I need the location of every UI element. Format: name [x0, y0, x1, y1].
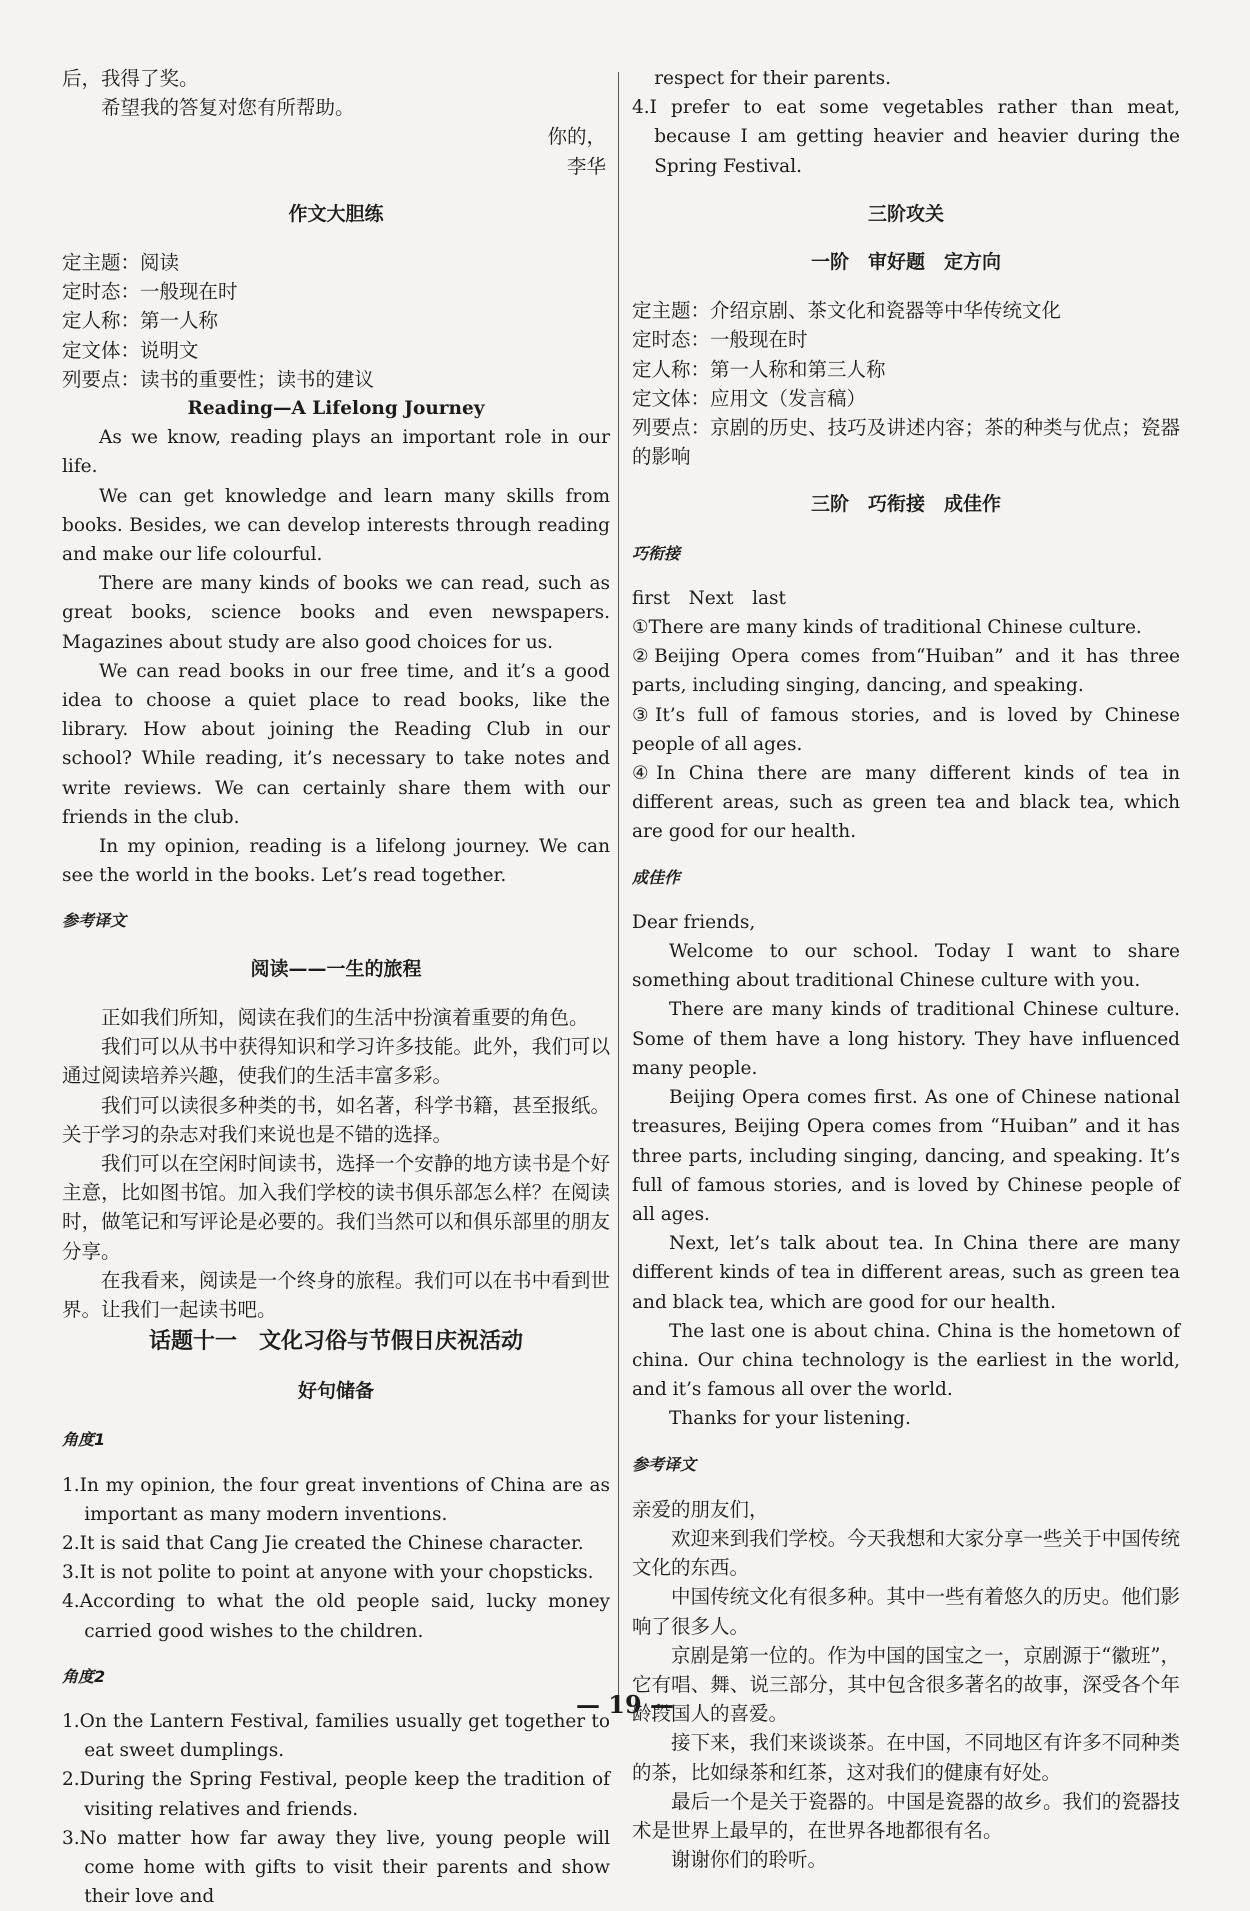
- section-label: 角度1: [62, 1430, 106, 1450]
- paragraph: 欢迎来到我们学校。今天我想和大家分享一些关于中国传统文化的东西。: [632, 1526, 1180, 1580]
- paragraph: 我们可以在空闲时间读书，选择一个安静的地方读书是个好主意，比如图书馆。加入我们学校的读书俱乐部怎么样？在阅读时，做笔记和写评论是必要的。我们当然可以和俱乐部里的朋友分享。: [62, 1151, 610, 1263]
- paragraph: ②Beijing Opera comes from“Huiban” and it has three parts, including singing, dancing, and speaking.: [632, 646, 1180, 697]
- section-label: 参考译文: [62, 911, 127, 931]
- column-divider: [618, 72, 619, 1712]
- paragraph: ①There are many kinds of traditional Chinese culture.: [632, 617, 1142, 639]
- paragraph: As we know, reading plays an important role in our life.: [62, 427, 610, 478]
- paragraph: 亲爱的朋友们，: [632, 1497, 769, 1521]
- paragraph: 中国传统文化有很多种。其中一些有着悠久的历史。他们影响了很多人。: [632, 1585, 1180, 1638]
- paragraph: 在我看来，阅读是一个终身的旅程。我们可以在书中看到世界。让我们一起读书吧。: [62, 1268, 610, 1321]
- paragraph: Dear friends,: [632, 911, 756, 933]
- paragraph: Reading—A Lifelong Journey: [187, 398, 485, 420]
- paragraph: In my opinion, reading is a lifelong journey. We can see the world in the books. Let’s read together.: [62, 836, 610, 887]
- topic-heading: 话题十一 文化习俗与节假日庆祝活动: [148, 1329, 523, 1355]
- section-label: 角度2: [62, 1666, 106, 1686]
- paragraph: 接下来，我们来谈谈茶。在中国，不同地区有许多不同种类的茶，比如绿茶和红茶，这对我们的健康有好处。: [632, 1731, 1180, 1784]
- paragraph: Welcome to our school. Today I want to share something about traditional Chinese culture with you.: [632, 941, 1180, 992]
- paragraph: 谢谢你们的聆听。: [671, 1848, 828, 1872]
- section-label: 巧衔接: [632, 543, 681, 563]
- paragraph: 定时态：一般现在时: [632, 328, 808, 352]
- right-column: [632, 64, 1180, 1874]
- paragraph: 后，我得了奖。: [62, 67, 199, 90]
- paragraph: 我们可以从书中获得知识和学习许多技能。此外，我们可以通过阅读培养兴趣，使我们的生活丰富多彩。: [62, 1035, 610, 1088]
- paragraph: 定人称：第一人称和第三人称: [632, 357, 886, 381]
- paragraph: 定文体：说明文: [62, 338, 199, 362]
- paragraph: 4.According to what the old people said, lucky money carried good wishes to the children.: [62, 1591, 610, 1642]
- section-heading: 阅读——一生的旅程: [250, 957, 422, 980]
- paragraph: 定主题：介绍京剧、茶文化和瓷器等中华传统文化: [632, 299, 1062, 323]
- paragraph: 列要点：京剧的历史、技巧及讲述内容；茶的种类与优点；瓷器的影响: [632, 416, 1180, 469]
- page-number: — 19 —: [575, 1690, 675, 1719]
- paragraph: ④In China there are many different kinds of tea in different areas, such as green tea and black tea, which are good for our health.: [632, 763, 1180, 843]
- paragraph: Next, let’s talk about tea. In China there are many different kinds of tea in different areas, such as green tea and black tea, which are good for our health.: [632, 1233, 1180, 1313]
- paragraph: 定人称：第一人称: [62, 309, 219, 333]
- paragraph: 1.On the Lantern Festival, families usually get together to eat sweet dumplings.: [62, 1710, 610, 1762]
- paragraph: 希望我的答复对您有所帮助。: [101, 96, 355, 120]
- section-heading: 作文大胆练: [288, 202, 384, 225]
- paragraph: 定时态：一般现在时: [62, 280, 238, 304]
- paragraph: 定文体：应用文（发言稿）: [632, 386, 867, 410]
- paragraph: ③It’s full of famous stories, and is loved by Chinese people of all ages.: [632, 704, 1180, 755]
- section-heading: 好句储备: [297, 1380, 374, 1403]
- paragraph: Beijing Opera comes first. As one of Chinese national treasures, Beijing Opera comes from “Huiban” and it has three parts, including singing, dancing, and speaking. It’s full of famous stories, and is loved by Chinese people of all ages.: [632, 1087, 1180, 1225]
- paragraph: 列要点：读书的重要性；读书的建议: [62, 367, 375, 391]
- section-label: 参考译文: [632, 1454, 697, 1474]
- paragraph: We can read books in our free time, and it’s a good idea to choose a quiet place to read books, like the library. How about joining the Reading Club in our school? While reading, it’s necessary to take notes and write reviews. We can certainly share them with our friends in the club.: [62, 660, 610, 828]
- paragraph: 正如我们所知，阅读在我们的生活中扮演着重要的角色。: [101, 1005, 589, 1029]
- paragraph: 2.It is said that Cang Jie created the Chinese character.: [62, 1532, 584, 1554]
- left-column: [62, 64, 610, 1911]
- paragraph: We can get knowledge and learn many skills from books. Besides, we can develop interests through reading and make our life colourful.: [62, 485, 610, 566]
- paragraph: 京剧是第一位的。作为中国的国宝之一，京剧源于“徽班”，它有唱、舞、说三部分，其中包含很多著名的故事，深受各个年龄段国人的喜爱。: [632, 1643, 1180, 1726]
- section-heading: 三阶 巧衔接 成佳作: [810, 493, 1001, 516]
- paragraph: 1.In my opinion, the four great inventions of China are as important as many modern inventions.: [62, 1474, 610, 1525]
- section-heading: 三阶攻关: [867, 202, 944, 225]
- paragraph: first Next last: [632, 587, 786, 609]
- paragraph: 4.I prefer to eat some vegetables rather than meat, because I am getting heavier and heavier during the Spring Festival.: [632, 97, 1180, 177]
- paragraph: There are many kinds of traditional Chinese culture. Some of them have a long history. They have influenced many people.: [632, 999, 1180, 1079]
- paragraph: 我们可以读很多种类的书，如名著，科学书籍，甚至报纸。关于学习的杂志对我们来说也是不错的选择。: [62, 1093, 610, 1146]
- section-label: 成佳作: [632, 867, 681, 887]
- paragraph: 2.During the Spring Festival, people keep the tradition of visiting relatives and friends.: [62, 1769, 610, 1820]
- paragraph: respect for their parents.: [654, 68, 891, 89]
- paragraph: 最后一个是关于瓷器的。中国是瓷器的故乡。我们的瓷器技术是世界上最早的，在世界各地都很有名。: [632, 1789, 1180, 1842]
- paragraph: Thanks for your listening.: [669, 1408, 911, 1430]
- paragraph: There are many kinds of books we can read, such as great books, science books and even newspapers. Magazines about study are also good choices for us.: [62, 573, 610, 653]
- paragraph: 李华: [566, 154, 606, 178]
- paragraph: 你的，: [547, 125, 606, 149]
- paragraph: 3.It is not polite to point at anyone with your chopsticks.: [62, 1562, 594, 1584]
- paragraph: 定主题：阅读: [62, 251, 180, 275]
- paragraph: 3.No matter how far away they live, young people will come home with gifts to visit their parents and show their love and: [62, 1827, 610, 1908]
- section-heading: 一阶 审好题 定方向: [810, 251, 1001, 274]
- paragraph: The last one is about china. China is the hometown of china. Our china technology is the earliest in the world, and it’s famous all over the world.: [632, 1320, 1180, 1401]
